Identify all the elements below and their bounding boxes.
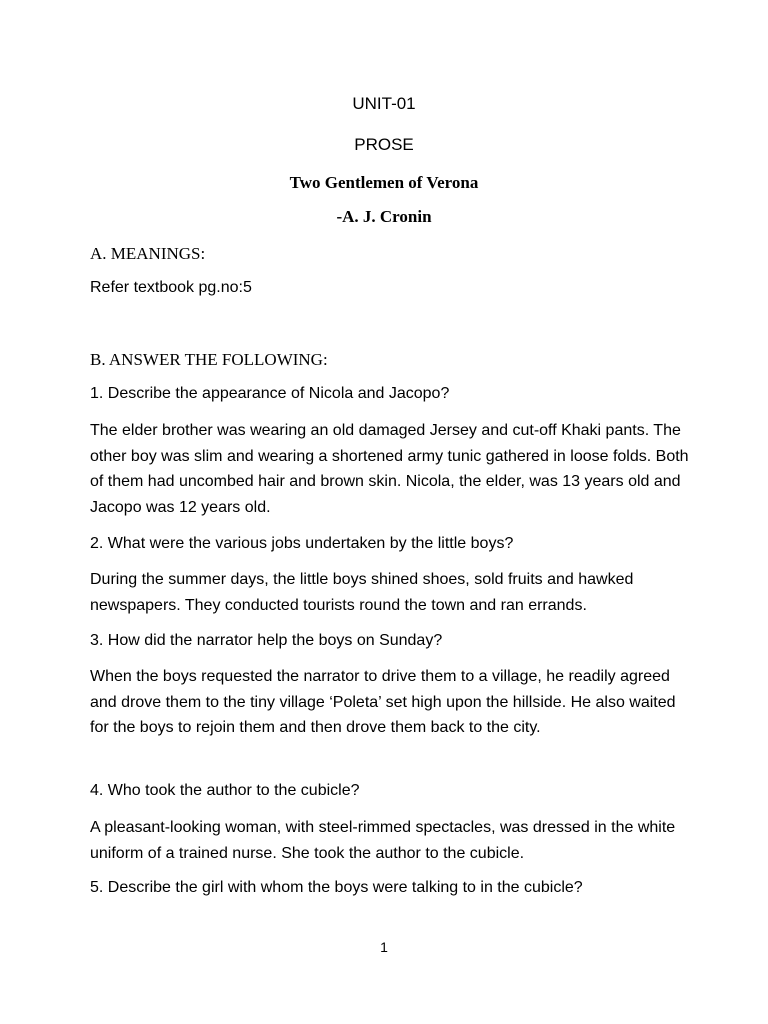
question-3: 3. How did the narrator help the boys on Sunday? (90, 632, 443, 649)
answer-4: A pleasant-looking woman, with steel-rimmed spectacles, was dressed in the white uniform of a trained nurse. She took the author to the cubicle. (90, 819, 676, 862)
question-1: 1. Describe the appearance of Nicola and Jacopo? (90, 385, 450, 402)
question-4: 4. Who took the author to the cubicle? (90, 782, 360, 799)
answers-heading: B. ANSWER THE FOLLOWING: (90, 350, 328, 369)
meanings-heading: A. MEANINGS: (90, 244, 206, 263)
section-heading: PROSE (354, 135, 414, 154)
answer-2: During the summer days, the little boys shined shoes, sold fruits and hawked newspapers. They conducted tourists round the town and ran errands. (90, 571, 634, 614)
page-number: 1 (380, 939, 388, 955)
question-2: 2. What were the various jobs undertaken by the little boys? (90, 535, 514, 552)
author-name: -A. J. Cronin (336, 207, 432, 226)
question-5: 5. Describe the girl with whom the boys were talking to in the cubicle? (90, 879, 583, 896)
story-title: Two Gentlemen of Verona (289, 173, 479, 192)
answer-1: The elder brother was wearing an old damaged Jersey and cut-off Khaki pants. The other boy was slim and wearing a shortened army tunic gathered in loose folds. Both of them had uncombed hair and brown skin. Nicola, the elder, was 13 years old and Jacopo was 12 years old. (90, 422, 689, 516)
answer-3: When the boys requested the narrator to drive them to a village, he readily agreed and drove them to the tiny village ‘Poleta’ set high upon the hillside. He also waited for the boys to rejoin them and then drove them back to the city. (90, 668, 676, 736)
meanings-text: Refer textbook pg.no:5 (90, 279, 252, 296)
unit-heading: UNIT-01 (352, 94, 416, 113)
